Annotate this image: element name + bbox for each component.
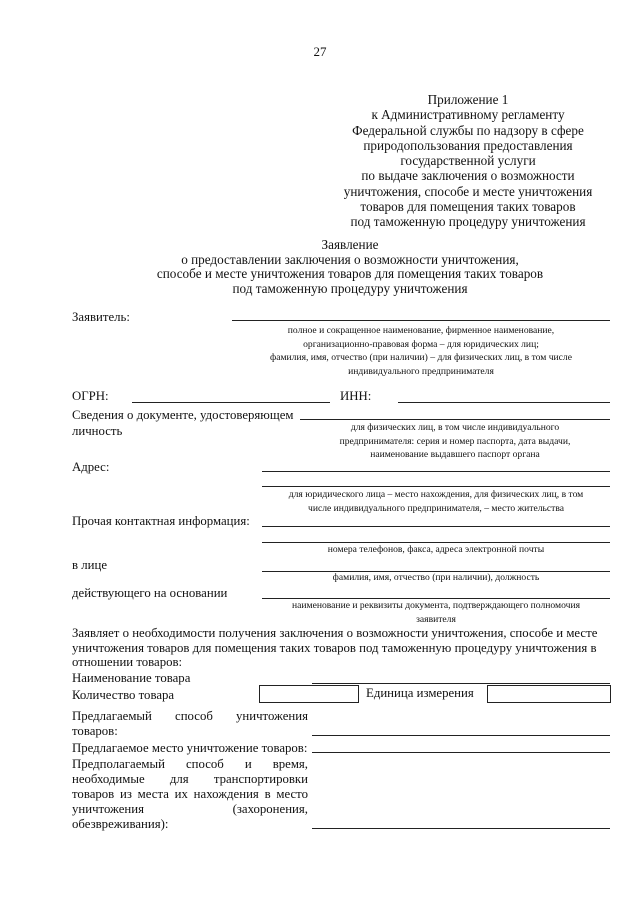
id-doc-field[interactable] bbox=[300, 419, 610, 420]
goods-name-field[interactable] bbox=[312, 683, 610, 684]
address-field-2[interactable] bbox=[262, 486, 610, 487]
inn-field[interactable] bbox=[398, 402, 610, 403]
transport-label-3: товаров из места их нахождения в место bbox=[72, 787, 308, 801]
applicant-hint: полное и сокращенное наименование, фирменное наименование, организационно-правовая форма – для юридических лиц; фамилия, имя, отчество (при наличии) – для физических лиц, в том числе индивидуального предпринимателя bbox=[270, 325, 572, 377]
contact-hint: номера телефонов, факса, адреса электронной почты bbox=[327, 544, 545, 555]
page-number: 27 bbox=[313, 44, 327, 59]
transport-label-5: обезвреживания): bbox=[72, 817, 169, 831]
place-label: Предлагаемое место уничтожение товаров: bbox=[72, 741, 308, 755]
title-heading: Заявление bbox=[321, 237, 379, 252]
address-field[interactable] bbox=[262, 471, 610, 472]
id-doc-hint: для физических лиц, в том числе индивидуального предпринимателя: серия и номер паспорта, дата выдачи, наименование выдавшего паспорт органа bbox=[339, 422, 571, 460]
document-title bbox=[60, 238, 640, 296]
id-doc-label: Сведения о документе, удостоверяющем bbox=[72, 408, 294, 422]
title-line: способе и месте уничтожения товаров для помещения таких товаров bbox=[156, 266, 544, 281]
appendix-header bbox=[318, 92, 618, 230]
applicant-label: Заявитель: bbox=[72, 310, 130, 324]
id-doc-label-cont: личность bbox=[72, 424, 123, 438]
appendix-line: под таможенную процедуру уничтожения bbox=[350, 214, 586, 230]
method-label: Предлагаемый способ уничтожения bbox=[72, 709, 308, 723]
appendix-line: Приложение 1 bbox=[427, 92, 509, 107]
address-hint: для юридического лица – место нахождения, для физических лиц, в том числе индивидуального предпринимателя, – место жительства bbox=[288, 489, 584, 514]
contact-field[interactable] bbox=[262, 526, 610, 527]
appendix-line: государственной услуги bbox=[400, 153, 536, 169]
method-label-cont: товаров: bbox=[72, 724, 118, 738]
person-label: в лице bbox=[72, 558, 108, 572]
applicant-field[interactable] bbox=[232, 320, 610, 321]
contact-label: Прочая контактная информация: bbox=[72, 514, 250, 528]
title-line: под таможенную процедуру уничтожения bbox=[232, 280, 468, 296]
transport-label-1: Предполагаемый способ и время, bbox=[72, 757, 308, 771]
appendix-line: товаров для помещения таких товаров bbox=[360, 199, 576, 215]
goods-qty-input[interactable] bbox=[259, 685, 359, 703]
inn-label: ИНН: bbox=[340, 389, 372, 403]
unit-input[interactable] bbox=[487, 685, 611, 703]
appendix-line: по выдаче заключения о возможности bbox=[361, 168, 575, 184]
appendix-line: к Административному регламенту bbox=[371, 107, 565, 123]
unit-label: Единица измерения bbox=[366, 686, 474, 700]
transport-label-2: необходимые для транспортировки bbox=[72, 772, 308, 786]
goods-name-label: Наименование товара bbox=[72, 671, 191, 685]
appendix-line: уничтожения, способе и месте уничтожения bbox=[343, 183, 593, 199]
ogrn-field[interactable] bbox=[132, 402, 330, 403]
goods-qty-label: Количество товара bbox=[72, 688, 175, 702]
method-field[interactable] bbox=[312, 735, 610, 736]
person-hint: фамилия, имя, отчество (при наличии), должность bbox=[332, 572, 540, 583]
place-field[interactable] bbox=[312, 752, 610, 753]
transport-label-4: уничтожения (захоронения, bbox=[72, 802, 308, 816]
basis-label: действующего на основании bbox=[72, 586, 228, 600]
declaration-text: Заявляет о необходимости получения заключения о возможности уничтожения, способе и месте уничтожения товаров для помещения таких товаров под таможенную процедуру уничтожения в отношении товаров: bbox=[72, 626, 598, 670]
appendix-line: Федеральной службы по надзору в сфере bbox=[352, 122, 584, 138]
address-label: Адрес: bbox=[72, 460, 110, 474]
ogrn-label: ОГРН: bbox=[72, 389, 109, 403]
appendix-line: природопользования предоставления bbox=[363, 137, 573, 153]
title-line: о предоставлении заключения о возможности уничтожения, bbox=[181, 251, 519, 267]
basis-hint: наименование и реквизиты документа, подтверждающего полномочия заявителя bbox=[291, 600, 580, 625]
transport-field[interactable] bbox=[312, 828, 610, 829]
